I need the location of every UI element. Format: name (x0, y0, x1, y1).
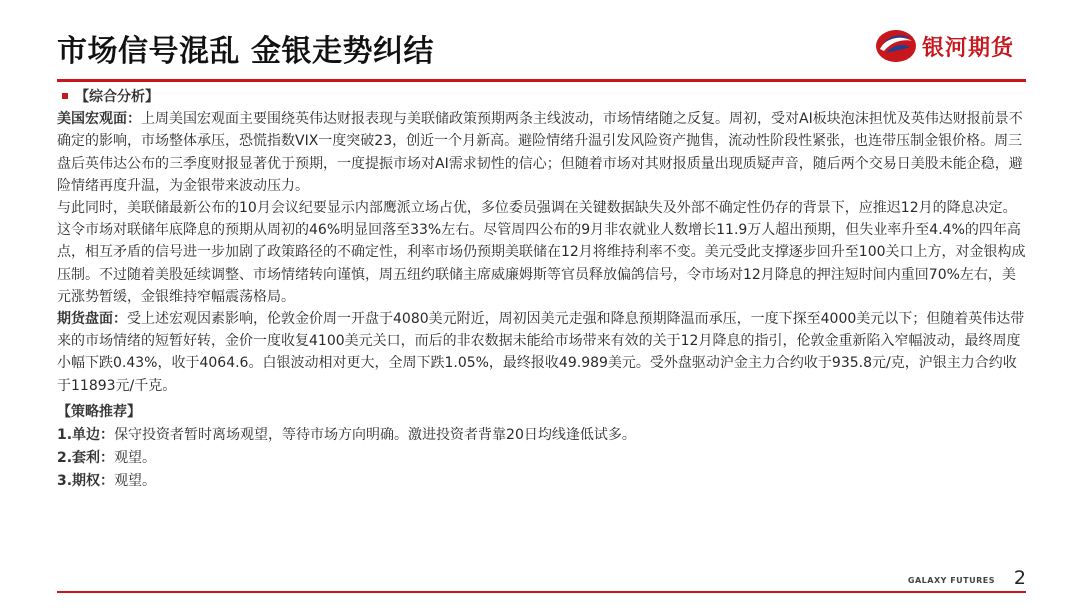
paragraph-futures (57, 308, 1029, 397)
square-bullet-icon (62, 93, 68, 99)
strategy-item-options (57, 470, 1029, 492)
galaxy-logo-icon (874, 27, 918, 65)
paragraph-label: 期货盘面： (57, 311, 127, 328)
paragraph-label: 美国宏观面： (57, 111, 141, 128)
paragraph-text: 受上述宏观因素影响，伦敦金价周一开盘于4080美元附近，周初因美元走强和降息预期降温而承压，一度下探至4000美元以下；但随着英伟达带来的市场情绪的短暂好转，金价一度收复4100美元关口，而后的非农数据未能给市场带来有效的关于12月降息的指引，伦敦金重新陷入窄幅波动，最终周度小幅下跌0.43%，收于4064.6。白银波动相对更大，全周下跌1.05%，最终报收49.989美元。受外盘驱动沪金主力合约收于935.8元/克，沪银主力合约收于11893元/千克。 (57, 311, 1025, 394)
strategy-item-label: 2.套利： (57, 450, 115, 467)
strategy-item-text: 观望。 (114, 473, 157, 490)
strategy-item-arbitrage (57, 447, 1029, 469)
strategy-item-text: 观望。 (114, 450, 157, 467)
paragraph-fed (57, 197, 1029, 308)
section-heading: 【综合分析】 (57, 86, 1029, 108)
strategy-item-text: 保守投资者暂时离场观望，等待市场方向明确。激进投资者背靠20日均线逢低试多。 (114, 427, 636, 444)
paragraph-text: 上周美国宏观面主要围绕英伟达财报表现与美联储政策预期两条主线波动，市场情绪随之反复。周初，受对AI板块泡沫担忧及英伟达财报前景不确定的影响，市场整体承压，恐慌指数VIX一度突破23，创近一个月新高。避险情绪升温引发风险资产抛售，流动性阶段性紧张，也连带压制金银价格。周三盘后英伟达公布的三季度财报显著优于预期，一度提振市场对AI需求韧性的信心；但随着市场对其财报质量出现质疑声音，随后两个交易日美股未能企稳，避险情绪再度升温，为金银带来波动压力。 (57, 111, 1023, 194)
strategy-item-single (57, 424, 1029, 446)
logo-text: 银河期货 (922, 35, 1015, 61)
footer-brand: GALAXY FUTURES (907, 576, 995, 585)
page-title: 市场信号混乱 金银走势纠结 (57, 34, 434, 69)
content-body (57, 86, 1029, 493)
paragraph-macro (57, 108, 1029, 197)
header-divider (57, 79, 1026, 82)
company-logo (874, 26, 1014, 66)
footer-divider (57, 591, 1026, 593)
strategy-item-label: 1.单边： (57, 427, 115, 444)
page-number: 2 (1013, 567, 1026, 589)
strategy-heading: 【策略推荐】 (57, 403, 141, 420)
paragraph-text: 与此同时，美联储最新公布的10月会议纪要显示内部鹰派立场占优，多位委员强调在关键数据缺失及外部不确定性仍存的背景下，应推迟12月的降息决定。这令市场对联储年底降息的预期从周初的46%明显回落至33%左右。尽管周四公布的9月非农就业人数增长11.9万人超出预期，但失业率升至4.4%的四年高点，相互矛盾的信号进一步加剧了政策路径的不确定性，利率市场仍预期美联储在12月将维持利率不变。美元受此支撑逐步回升至100关口上方，对金银构成压制。不过随着美股延续调整、市场情绪转向谨慎，周五纽约联储主席威廉姆斯等官员释放偏鸽信号，令市场对12月降息的押注短时间内重回70%左右，美元涨势暂缓，金银维持窄幅震荡格局。 (57, 200, 1026, 305)
strategy-item-label: 3.期权： (57, 473, 115, 490)
